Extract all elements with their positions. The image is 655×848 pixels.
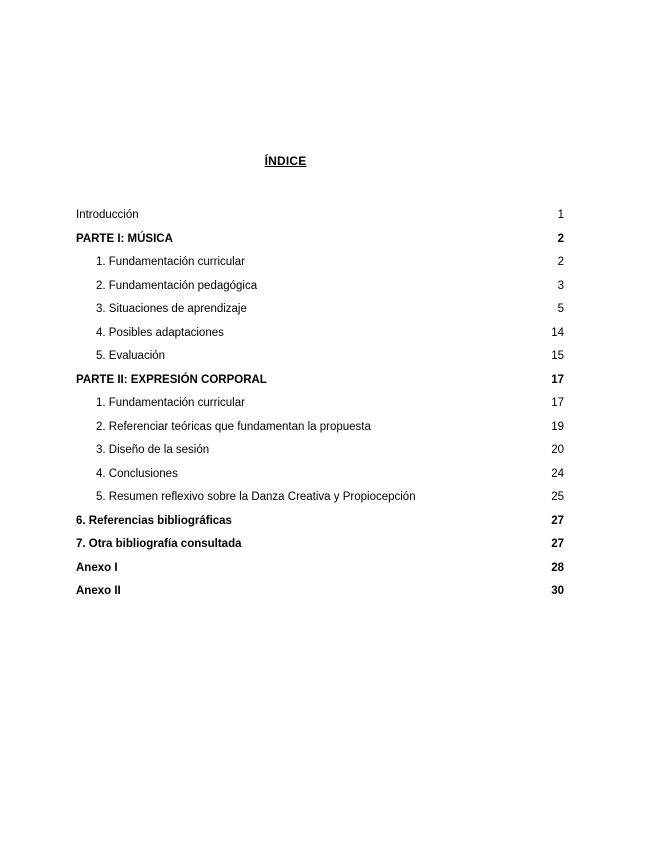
toc-entry [76,392,564,416]
toc-entry-label: Introducción [76,209,139,221]
toc-entry [76,369,564,393]
toc-entry-label: 5. Evaluación [96,350,166,362]
toc-entry [76,416,564,440]
toc-entry [76,533,564,557]
toc-entry-label: 5. Resumen reflexivo sobre la Danza Creativa y Propiocepción [96,491,416,503]
toc-entry-label: PARTE II: EXPRESIÓN CORPORAL [76,373,267,386]
toc-entry-page-number: 30 [551,585,564,597]
toc-entry-page-number: 27 [551,514,564,527]
toc-entry [76,228,564,252]
toc-entry-label: 4. Conclusiones [96,467,178,480]
toc-entry [76,322,564,346]
toc-entry [76,275,564,299]
toc-entry-label: 6. Referencias bibliográficas [76,514,232,527]
toc-entry [76,439,564,463]
toc-entry-label: 1. Fundamentación curricular [96,397,245,409]
toc-entry [76,486,564,510]
toc-entry-page-number: 15 [551,350,564,362]
toc-entry [76,463,564,487]
toc-entry-label: Anexo II [76,585,121,597]
toc-entry-page-number: 28 [551,561,564,574]
toc-entry-page-number: 3 [557,279,564,292]
toc-entry-page-number: 14 [551,326,564,339]
toc-entry-label: 2. Referenciar teóricas que fundamentan la propuesta [96,420,371,433]
toc-entry-page-number: 17 [551,397,564,409]
toc-entry-page-number: 19 [551,420,564,433]
toc-entry-page-number: 20 [551,444,564,456]
toc-list [76,204,564,604]
toc-entry-page-number: 5 [557,303,564,315]
toc-entry-page-number: 27 [551,538,564,550]
toc-entry [76,510,564,534]
toc-entry [76,298,564,322]
toc-entry-page-number: 17 [551,373,564,386]
toc-entry-label: 7. Otra bibliografía consultada [76,538,242,550]
toc-entry [76,580,564,604]
toc-entry [76,345,564,369]
toc-entry-label: 4. Posibles adaptaciones [96,326,224,339]
toc-entry [76,251,564,275]
toc-entry-page-number: 25 [551,491,564,503]
toc-entry-label: 1. Fundamentación curricular [96,256,245,268]
toc-entry [76,557,564,581]
toc-entry-page-number: 1 [557,209,564,221]
toc-title: ÍNDICE [264,154,307,168]
toc-entry-label: 2. Fundamentación pedagógica [96,279,258,292]
toc-entry-label: 3. Diseño de la sesión [96,444,210,456]
toc-entry [76,204,564,228]
toc-entry-label: 3. Situaciones de aprendizaje [96,303,247,315]
toc-entry-page-number: 2 [557,232,564,245]
toc-entry-page-number: 2 [557,256,564,268]
toc-entry-label: PARTE I: MÚSICA [76,232,173,245]
toc-entry-page-number: 24 [551,467,564,480]
toc-entry-label: Anexo I [76,561,118,574]
